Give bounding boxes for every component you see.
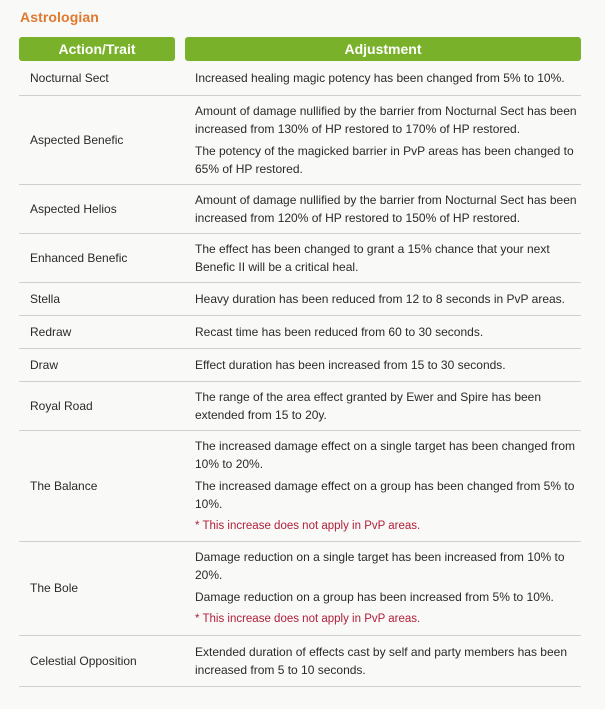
adjustment-cell: [185, 315, 581, 348]
adjustment-text: Recast time has been reduced from 60 to 30 seconds.: [195, 324, 484, 339]
action-trait-name: Draw: [19, 348, 185, 381]
action-trait-name: Redraw: [19, 315, 185, 348]
pvp-note: * This increase does not apply in PvP areas.: [195, 613, 421, 625]
table-row: [19, 95, 581, 184]
table-header: [19, 37, 581, 61]
adjustment-cell: [185, 430, 581, 541]
pvp-note: * This increase does not apply in PvP areas.: [195, 519, 421, 532]
table-row: [19, 233, 581, 282]
adjustment-cell: [185, 282, 581, 315]
adjustment-text: Damage reduction on a group has been increased from 5% to 10%.: [195, 590, 554, 604]
adjustment-text: Extended duration of effects cast by self and party members has been increased from 5 to 10 seconds.: [195, 644, 567, 677]
action-trait-name: The Balance: [19, 430, 185, 541]
action-trait-name: Enhanced Benefic: [19, 233, 185, 282]
adjustment-text: The increased damage effect on a single target has been changed from 10% to 20%.: [195, 438, 576, 471]
adjustment-cell: [185, 233, 581, 282]
adjustment-text: Effect duration has been increased from 15 to 30 seconds.: [195, 357, 506, 372]
adjustment-cell: [185, 62, 581, 95]
action-trait-name: Nocturnal Sect: [19, 62, 185, 95]
adjustment-cell: [185, 348, 581, 381]
adjustment-text: Amount of damage nullified by the barrier from Nocturnal Sect has been increased from 130% of HP restored to 170% of HP restored.: [195, 103, 577, 136]
action-trait-name: Royal Road: [19, 381, 185, 430]
adjustment-text: The effect has been changed to grant a 15% chance that your next Benefic II will be a critical heal.: [195, 241, 550, 274]
adjustment-cell: [185, 635, 581, 686]
adjustment-text: Increased healing magic potency has been changed from 5% to 10%.: [195, 71, 565, 86]
table-row: [19, 430, 581, 541]
table-row: [19, 184, 581, 233]
adjustment-text: Heavy duration has been reduced from 12 to 8 seconds in PvP areas.: [195, 291, 566, 306]
adjustments-table: [19, 62, 581, 687]
action-trait-name: The Bole: [19, 541, 185, 635]
table-row: [19, 315, 581, 348]
table-row: [19, 282, 581, 315]
action-trait-name: Aspected Helios: [19, 184, 185, 233]
table-row: [19, 381, 581, 430]
adjustment-text: Damage reduction on a single target has been increased from 10% to 20%.: [195, 550, 565, 582]
header-adjustment: Adjustment: [185, 37, 581, 61]
header-action-trait: Action/Trait: [19, 37, 175, 61]
table-row: [19, 62, 581, 95]
action-trait-name: Celestial Opposition: [19, 635, 185, 686]
adjustment-cell: [185, 95, 581, 184]
table-row: [19, 635, 581, 686]
action-trait-name: Aspected Benefic: [19, 95, 185, 184]
table-row: [19, 348, 581, 381]
adjustment-text: The range of the area effect granted by Ewer and Spire has been extended from 15 to 20y.: [195, 389, 542, 422]
adjustment-text: The potency of the magicked barrier in PvP areas has been changed to 65% of HP restored.: [195, 143, 574, 176]
adjustment-text: The increased damage effect on a group has been changed from 5% to 10%.: [195, 478, 575, 511]
action-trait-name: Stella: [19, 282, 185, 315]
section-title: Astrologian: [20, 9, 99, 25]
adjustment-cell: [185, 381, 581, 430]
adjustment-text: Amount of damage nullified by the barrier from Nocturnal Sect has been increased from 120% of HP restored to 150% of HP restored.: [195, 192, 577, 225]
adjustment-cell: [185, 541, 581, 635]
adjustment-cell: [185, 184, 581, 233]
table-row: [19, 541, 581, 635]
